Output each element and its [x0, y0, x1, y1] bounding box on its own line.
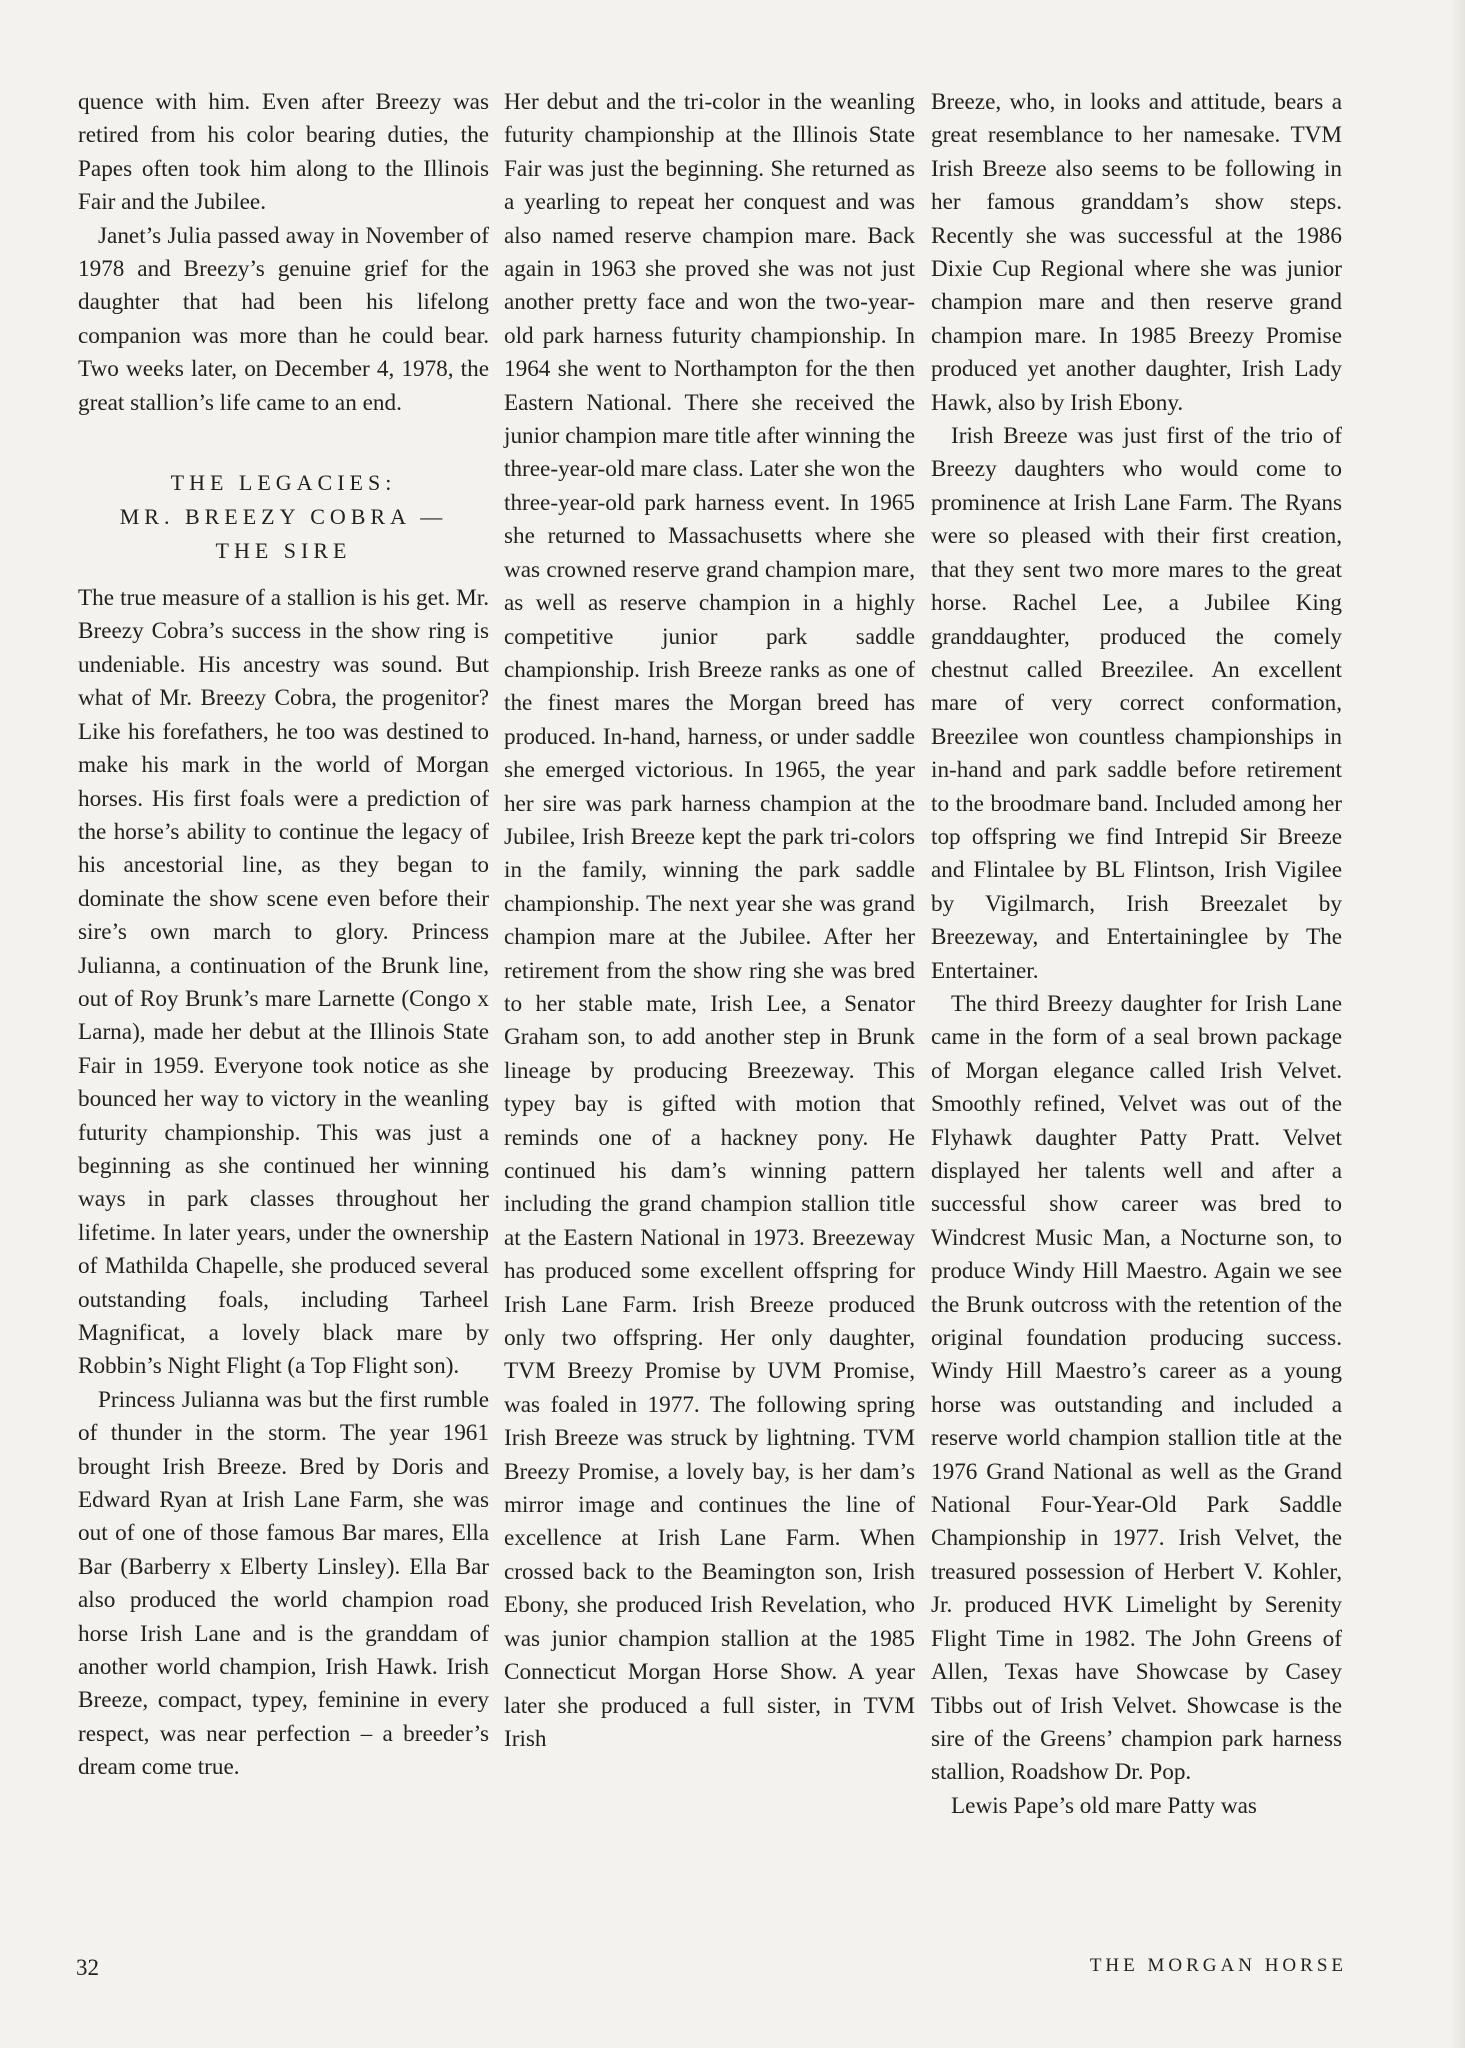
heading-line: THE LEGACIES: — [170, 470, 397, 496]
text-column-1 — [78, 86, 489, 1785]
paragraph: Her debut and the tri-color in the weanling futurity championship at the Illinois State Fair was just the beginning. She returned as a yearling to repeat her conquest and was also named reserve champion mare. Back again in 1963 she proved she was not just another pretty face and won the two-year-old park harness futurity championship. In 1964 she went to Northampton for the then Eastern National. There she received the junior champion mare title after winning the three-year-old mare class. Later she won the three-year-old park harness event. In 1965 she returned to Massachusetts where she was crowned reserve grand champion mare, as well as reserve champion in a highly competitive junior park saddle championship. Irish Breeze ranks as one of the finest mares the Morgan breed has produced. In-hand, harness, or under saddle she emerged victorious. In 1965, the year her sire was park harness champion at the Jubilee, Irish Breeze kept the park tri-colors in the family, winning the park saddle championship. The next year she was grand champion mare at the Jubilee. After her retirement from the show ring she was bred to her stable mate, Irish Lee, a Senator Graham son, to add another step in Brunk lineage by producing Breezeway. This typey bay is gifted with motion that reminds one of a hackney pony. He continued his dam’s winning pattern including the grand champion stallion title at the Eastern National in 1973. Breezeway has produced some excellent offspring for Irish Lane Farm. Irish Breeze produced only two offspring. Her only daughter, TVM Breezy Promise by UVM Promise, was foaled in 1977. The following spring Irish Breeze was struck by lightning. TVM Breezy Promise, a lovely bay, is her dam’s mirror image and continues the line of excellence at Irish Lane Farm. When crossed back to the Beamington son, Irish Ebony, she produced Irish Revelation, who was junior champion stallion at the 1985 Connecticut Morgan Horse Show. A year later she produced a full sister, in TVM Irish — [504, 89, 915, 1752]
text-column-2 — [504, 86, 915, 1756]
paragraph: Princess Julianna was but the first rumble of thunder in the storm. The year 1961 brought Irish Breeze. Bred by Doris and Edward Ryan at Irish Lane Farm, she was out of one of those famous Bar mares, Ella Bar (Barberry x Elberty Linsley). Ella Bar also produced the world champion road horse Irish Lane and is the granddam of another world champion, Irish Hawk. Irish Breeze, compact, typey, feminine in every respect, was near perfection – a breeder’s dream come true. — [78, 1386, 489, 1781]
paragraph: quence with him. Even after Breezy was retired from his color bearing duties, the Papes often took him along to the Illinois Fair and the Jubilee. — [78, 89, 489, 216]
paragraph: Lewis Pape’s old mare Patty was — [951, 1792, 1257, 1819]
text-column-3 — [931, 86, 1342, 1823]
publication-title: THE MORGAN HORSE — [1089, 1955, 1347, 1976]
page-edge-shadow — [1451, 0, 1465, 2048]
section-heading — [78, 466, 489, 568]
paragraph: The third Breezy daughter for Irish Lane came in the form of a seal brown package of Morgan elegance called Irish Velvet. Smoothly refined, Velvet was out of the Flyhawk daughter Patty Pratt. Velvet displayed her talents well and after a successful show career was bred to Windcrest Music Man, a Nocturne son, to produce Windy Hill Maestro. Again we see the Brunk outcross with the retention of the original foundation producing success. Windy Hill Maestro’s career as a young horse was outstanding and included a reserve world champion stallion title at the 1976 Grand National as well as the Grand National Four-Year-Old Park Saddle Championship in 1977. Irish Velvet, the treasured possession of Herbert V. Kohler, Jr. produced HVK Limelight by Serenity Flight Time in 1982. The John Greens of Allen, Texas have Showcase by Casey Tibbs out of Irish Velvet. Showcase is the sire of the Greens’ champion park harness stallion, Roadshow Dr. Pop. — [931, 990, 1342, 1786]
page-number: 32 — [76, 1955, 99, 1980]
paragraph: Irish Breeze was just first of the trio of Breezy daughters who would come to prominence at Irish Lane Farm. The Ryans were so pleased with their first creation, that they sent two more mares to the great horse. Rachel Lee, a Jubilee King granddaughter, produced the comely chestnut called Breezilee. An excellent mare of very correct conformation, Breezilee won countless championships in in-hand and park saddle before retirement to the broodmare band. Included among her top offspring we find Intrepid Sir Breeze and Flintalee by BL Flintson, Irish Vigilee by Vigilmarch, Irish Breezalet by Breezeway, and Entertaininglee by The Entertainer. — [931, 423, 1342, 984]
paragraph: The true measure of a stallion is his get. Mr. Breezy Cobra’s success in the show ring is undeniable. His ancestry was sound. But what of Mr. Breezy Cobra, the progenitor? Like his forefathers, he too was destined to make his mark in the world of Morgan horses. His first foals were a prediction of the horse’s ability to continue the legacy of his ancestorial line, as they began to dominate the show scene even before their sire’s own march to glory. Princess Julianna, a continuation of the Brunk line, out of Roy Brunk’s mare Larnette (Congo x Larna), made her debut at the Illinois State Fair in 1959. Everyone took notice as she bounced her way to victory in the weanling futurity championship. This was just a beginning as she continued her winning ways in park classes throughout her lifetime. In later years, under the ownership of Mathilda Chapelle, she produced several outstanding foals, including Tarheel Magnificat, a lovely black mare by Robbin’s Night Flight (a Top Flight son). — [78, 585, 489, 1380]
heading-line: THE SIRE — [215, 538, 352, 564]
heading-line: MR. BREEZY COBRA — — [119, 504, 448, 530]
paragraph: Janet’s Julia passed away in November of 1978 and Breezy’s genuine grief for the daughter that had been his lifelong companion was more than he could bear. Two weeks later, on December 4, 1978, the great stallion’s life came to an end. — [78, 222, 489, 416]
paragraph: Breeze, who, in looks and attitude, bears a great resemblance to her namesake. TVM Irish Breeze also seems to be following in her famous granddam’s show steps. Recently she was successful at the 1986 Dixie Cup Regional where she was junior champion mare and then reserve grand champion mare. In 1985 Breezy Promise produced yet another daughter, Irish Lady Hawk, also by Irish Ebony. — [931, 89, 1342, 416]
